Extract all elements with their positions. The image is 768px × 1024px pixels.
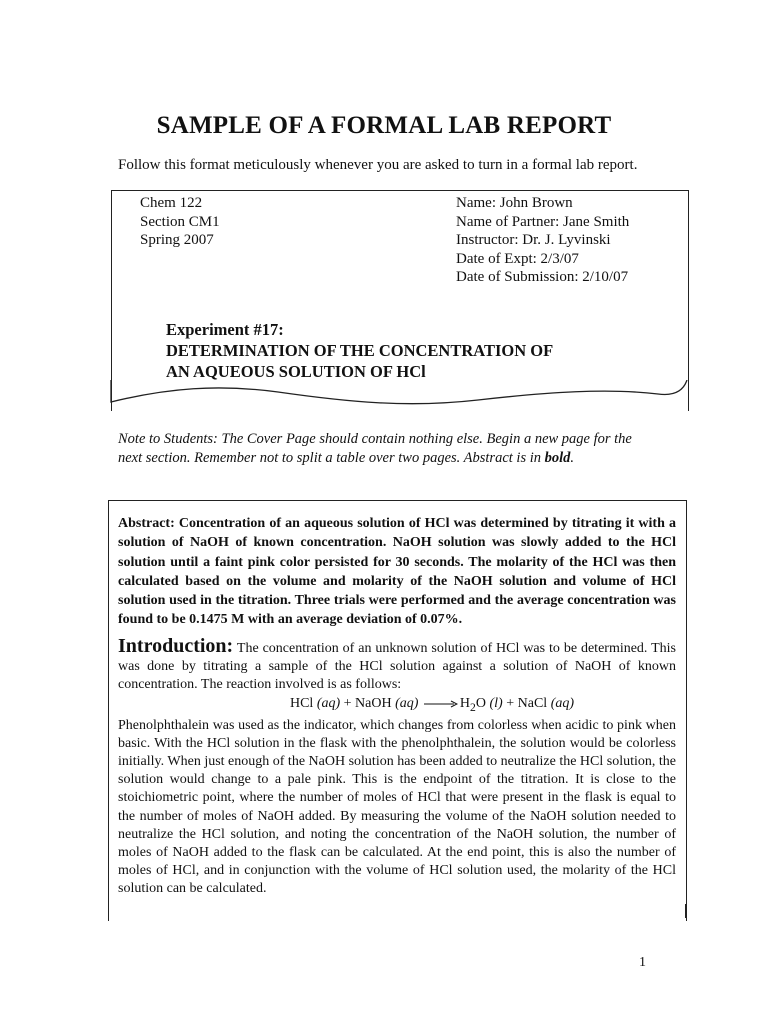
- reactant-2: NaOH: [355, 695, 392, 711]
- page-number: 1: [639, 955, 646, 970]
- box-edge: [685, 904, 686, 918]
- abstract: Abstract: Concentration of an aqueous solution of HCl was determined by titrating it with a solution of NaOH of known concentration. NaOH solution was slowly added to the HCl solution until a faint pink color persisted for 30 seconds. The molarity of the HCl was then calculated based on the volume and molarity of the NaOH solution and volume of HCl solution used in the titration. Three trials were performed and the average concentration was found to be 0.1475 M with an average deviation of 0.07%.: [118, 516, 676, 628]
- student-info: [456, 194, 629, 287]
- note-to-students: [118, 430, 658, 468]
- note-text: Note to Students: The Cover Page should contain nothing else. Begin a new page for the next section. Remember not to split a table over two pages. Abstract is in: [118, 431, 632, 466]
- product-1-state: (l): [489, 695, 503, 711]
- experiment-number: Experiment #17:: [166, 320, 284, 339]
- plus-sign: +: [502, 695, 518, 711]
- instructions-text: Follow this format meticulously whenever you are asked to turn in a formal lab report.: [118, 157, 638, 173]
- intro-paragraph: [118, 637, 676, 695]
- product-2-state: (aq): [550, 695, 575, 711]
- course-line: Chem 122: [140, 195, 203, 211]
- intro-paragraph-2: Phenolphthalein was used as the indicator, which changes from colorless when acidic to pink when basic. With the HCl solution in the flask with the phenolphthalein, the solution would be colorless initially. When just enough of the NaOH solution has been added to neutralize the HCl solution, the solution would change to a pale pink. This is the endpoint of the titration. It is close to the stoichiometric point, where the number of moles of HCl that were present in the flask is equal to the number of moles of NaOH added. By measuring the volume of the NaOH solution needed to neutralize the HCl solution, and noting the concentration of the NaOH solution, the number of moles of NaOH added to the flask can be calculated. At the end point, this is also the number of moles of HCl, and in conjunction with the volume of HCl solution used, the molarity of the HCl solution can be calculated.: [118, 717, 676, 897]
- experiment-date-line: Date of Expt: 2/3/07: [456, 250, 579, 267]
- note-end: .: [570, 450, 575, 466]
- chemical-equation: [118, 695, 676, 717]
- reactant-2-state: (aq): [395, 695, 419, 711]
- note-bold-word: bold: [544, 450, 571, 466]
- product-2: NaCl: [517, 695, 548, 711]
- page-title: SAMPLE OF A FORMAL LAB REPORT: [156, 112, 612, 139]
- cover-page-box: [111, 190, 689, 411]
- intro-heading: Introduction:: [118, 635, 234, 657]
- product-1-post: O: [475, 695, 486, 711]
- submission-date-line: Date of Submission: 2/10/07: [456, 269, 629, 285]
- product-1-subscript: 2: [470, 700, 476, 714]
- product-1-pre: H: [459, 695, 471, 711]
- torn-page-edge: [108, 380, 690, 410]
- name-line: Name: John Brown: [456, 195, 573, 211]
- intro-text: The concentration of an unknown solution of HCl was to be determined. This was done by titrating a sample of the HCl solution against a solution of NaOH of known concentration. The reaction involved is as follows:: [118, 641, 676, 693]
- reaction-arrow-icon: [424, 697, 458, 707]
- term-line: Spring 2007: [140, 232, 214, 248]
- section-line: Section CM1: [140, 213, 220, 230]
- experiment-title-line-2: AN AQUEOUS SOLUTION OF HCl: [166, 362, 426, 381]
- course-info: [140, 194, 220, 250]
- introduction-section: [118, 637, 676, 899]
- instructor-line: Instructor: Dr. J. Lyvinski: [456, 232, 611, 248]
- reactant-1-state: (aq): [316, 695, 341, 711]
- partner-line: Name of Partner: Jane Smith: [456, 213, 630, 230]
- experiment-title-line-1: DETERMINATION OF THE CONCENTRATION OF: [166, 341, 554, 360]
- reactant-1: HCl: [289, 695, 314, 711]
- experiment-heading: [166, 319, 553, 382]
- plus-sign: +: [340, 695, 356, 711]
